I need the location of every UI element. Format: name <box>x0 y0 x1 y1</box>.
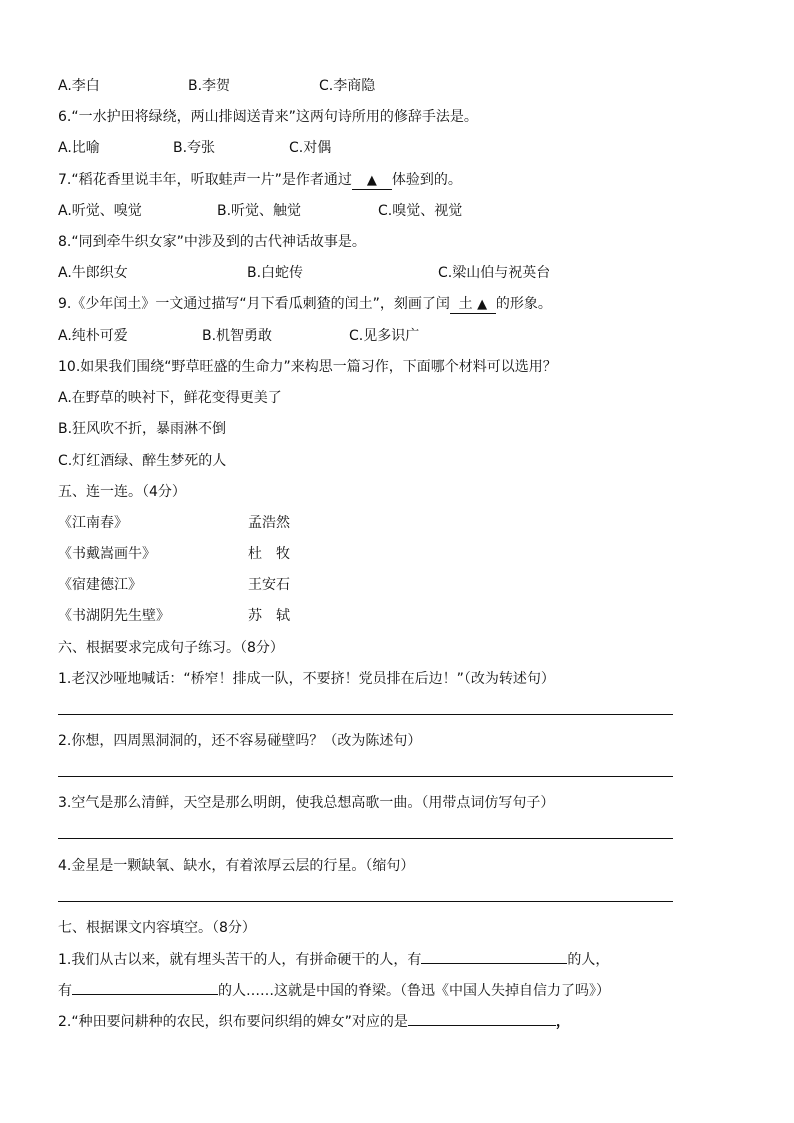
q7-text-after: 体验到的。 <box>391 172 462 188</box>
q7-question <box>58 171 462 190</box>
q9-text-after: 的形象。 <box>495 296 552 312</box>
q10-question: 10.如果我们围绕“野草旺盛的生命力”来构思一篇习作，下面哪个材料可以选用？ <box>58 359 557 375</box>
match-right-item[interactable]: 孟浩然 <box>248 515 290 531</box>
q6-option-a: A.比喻 <box>58 140 100 156</box>
q6-question: 6.“一水护田将绿绕，两山排闼送青来”这两句诗所用的修辞手法是。 <box>58 109 478 125</box>
section7-q1-text: 的人……这就是中国的脊梁。（鲁迅《中国人失掉自信力了吗》） <box>218 983 610 999</box>
q10-option-b: B.狂风吹不折，暴雨淋不倒 <box>58 421 227 437</box>
section7-q1-text: 有 <box>58 983 72 999</box>
answer-line[interactable] <box>58 901 673 902</box>
fill-blank[interactable] <box>421 963 567 964</box>
q5-options <box>58 77 375 95</box>
section6-item-4: 4.金星是一颗缺氧、缺水，有着浓厚云层的行星。（缩句） <box>58 858 415 874</box>
q7-options <box>58 202 462 220</box>
fill-blank[interactable] <box>72 994 218 995</box>
q8-option-a: A.牛郎织女 <box>58 265 128 281</box>
q7-option-a: A.听觉、嗅觉 <box>58 203 142 219</box>
q6-option-c: C.对偶 <box>289 140 332 156</box>
section7-q1-text: 的人， <box>567 952 610 968</box>
q9-options <box>58 327 419 345</box>
section5-title: 五、连一连。（4分） <box>58 484 186 500</box>
q10-option-a: A.在野草的映衬下，鲜花变得更美了 <box>58 390 282 406</box>
q8-option-b: B.白蛇传 <box>247 265 304 281</box>
section7-title: 七、根据课文内容填空。（8分） <box>58 920 256 936</box>
q9-text-before: 9.《少年闰土》一文通过描写“月下看瓜刺猹的闰土”，刻画了闰 <box>58 296 450 312</box>
answer-line[interactable] <box>58 838 673 839</box>
q9-blank-char: 土 <box>458 296 473 312</box>
answer-line[interactable] <box>58 776 673 777</box>
section7-q1-text: 1.我们从古以来，就有埋头苦干的人，有拼命硬干的人，有 <box>58 952 422 968</box>
match-left-item[interactable]: 《书湖阴先生壁》 <box>58 608 170 624</box>
section7-q2-text: 2.“种田要问耕种的农民，织布要问织绢的婢女”对应的是 <box>58 1014 408 1030</box>
q7-answer-blank[interactable] <box>352 172 392 190</box>
q5-option-c: C.李商隐 <box>319 78 376 94</box>
q9-option-b: B.机智勇敢 <box>202 328 273 344</box>
match-left-item[interactable]: 《书戴嵩画牛》 <box>58 546 156 562</box>
q9-option-c: C.见多识广 <box>349 328 420 344</box>
match-right-item[interactable]: 杜 牧 <box>248 546 290 562</box>
triangle-marker-icon: ▲ <box>477 297 488 312</box>
q7-text-before: 7.“稻花香里说丰年，听取蛙声一片”是作者通过 <box>58 172 352 188</box>
triangle-marker-icon: ▲ <box>366 173 377 188</box>
section6-item-2: 2.你想，四周黑洞洞的，还不容易碰壁吗？（改为陈述句） <box>58 733 422 749</box>
section7-q1-line2 <box>58 982 610 1000</box>
section7-q1-line1 <box>58 951 609 969</box>
section6-item-1: 1.老汉沙哑地喊话：“桥窄！排成一队，不要挤！党员排在后边！”（改为转述句） <box>58 671 555 687</box>
q5-option-b: B.李贺 <box>188 78 231 94</box>
answer-line[interactable] <box>58 714 673 715</box>
q6-option-b: B.夸张 <box>173 140 216 156</box>
q6-options <box>58 139 331 157</box>
q9-answer-blank[interactable] <box>450 296 496 314</box>
q9-question <box>58 295 552 314</box>
section7-q2-end: ， <box>555 1014 570 1030</box>
match-left-item[interactable]: 《宿建德江》 <box>58 577 142 593</box>
match-right-item[interactable]: 苏 轼 <box>248 608 290 624</box>
q9-option-a: A.纯朴可爱 <box>58 328 128 344</box>
section6-item-3: 3.空气是那么清鲜，天空是那么明朗，使我总想高歌一曲。（用带点词仿写句子） <box>58 795 555 811</box>
section6-title: 六、根据要求完成句子练习。（8分） <box>58 640 284 656</box>
match-right-item[interactable]: 王安石 <box>248 577 290 593</box>
q10-option-c: C.灯红酒绿、醉生梦死的人 <box>58 453 227 469</box>
match-left-item[interactable]: 《江南春》 <box>58 515 128 531</box>
q8-option-c: C.梁山伯与祝英台 <box>438 265 551 281</box>
q7-option-c: C.嗅觉、视觉 <box>378 203 463 219</box>
q5-option-a: A.李白 <box>58 78 100 94</box>
q8-question: 8.“同到牵牛织女家”中涉及到的古代神话故事是。 <box>58 234 366 250</box>
fill-blank[interactable] <box>408 1025 556 1026</box>
q7-option-b: B.听觉、触觉 <box>217 203 302 219</box>
q8-options <box>58 264 550 282</box>
section7-q2 <box>58 1013 570 1031</box>
